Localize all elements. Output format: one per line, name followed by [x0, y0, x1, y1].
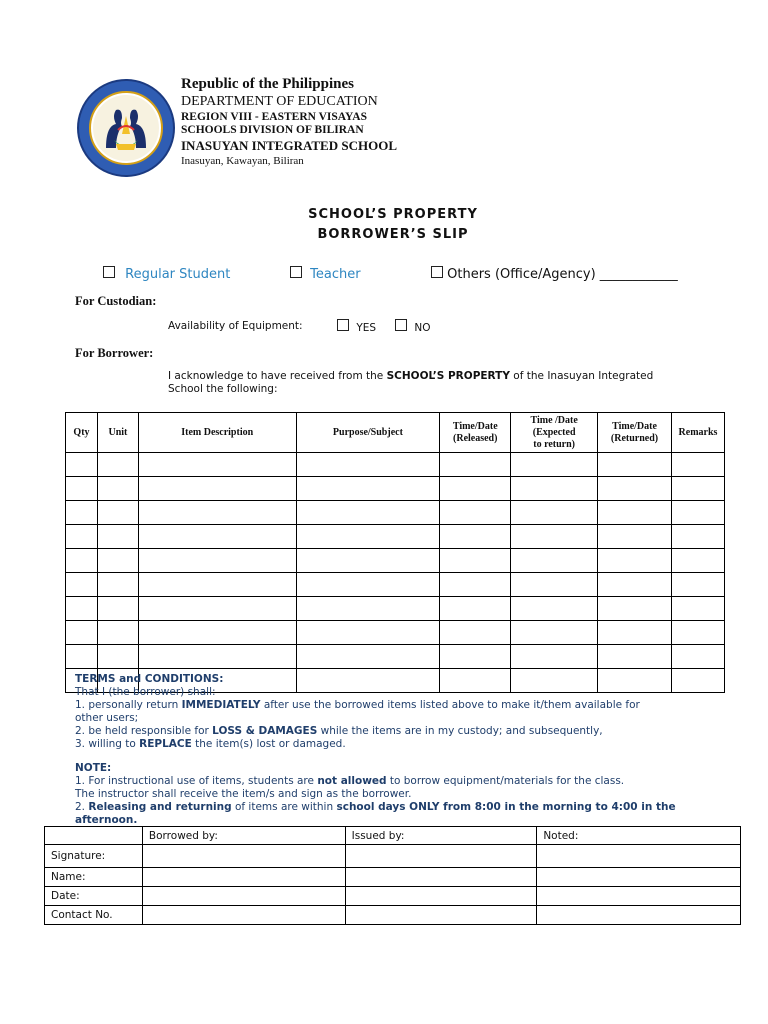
items-table [65, 412, 725, 693]
term-1-cont: other users; [75, 712, 139, 724]
borrowed-by-label: Borrowed by: [142, 827, 345, 845]
cell-released[interactable] [440, 453, 511, 477]
borrower-heading: For Borrower: [75, 346, 154, 360]
cell-returned[interactable] [598, 597, 672, 621]
teacher-label: Teacher [310, 267, 361, 282]
cell-description[interactable] [138, 501, 296, 525]
cell-purpose[interactable] [296, 501, 440, 525]
cell-remarks[interactable] [671, 645, 724, 669]
signature-row [45, 845, 741, 868]
issued-by-label: Issued by: [345, 827, 537, 845]
cell-purpose[interactable] [296, 525, 440, 549]
cell-expected[interactable] [511, 597, 598, 621]
yes-checkbox[interactable] [337, 319, 349, 331]
noted-signature-field[interactable] [537, 845, 741, 868]
cell-description[interactable] [138, 525, 296, 549]
availability-label: Availability of Equipment: [168, 320, 303, 332]
option-regular-student[interactable] [103, 266, 230, 282]
borrower-date-field[interactable] [142, 887, 345, 906]
term-2: 2. be held responsible for LOSS & DAMAGES while the items are in my custody; and subsequently, [75, 725, 603, 737]
noted-contact-field[interactable] [537, 906, 741, 925]
cell-qty[interactable] [66, 501, 98, 525]
cell-expected[interactable] [511, 453, 598, 477]
issuer-date-field[interactable] [345, 887, 537, 906]
cell-qty[interactable] [66, 621, 98, 645]
cell-qty[interactable] [66, 597, 98, 621]
noted-name-field[interactable] [537, 868, 741, 887]
cell-expected[interactable] [511, 477, 598, 501]
regular-student-checkbox[interactable] [103, 266, 115, 278]
cell-remarks[interactable] [671, 549, 724, 573]
name-row [45, 868, 741, 887]
terms-intro: That I (the borrower) shall: [75, 686, 216, 698]
note-2-cont: afternoon. [75, 814, 138, 826]
note-1-cont: The instructor shall receive the item/s and sign as the borrower. [75, 788, 412, 800]
cell-unit[interactable] [97, 549, 138, 573]
col-qty: Qty [66, 413, 98, 453]
note-2: 2. Releasing and returning of items are within school days ONLY from 8:00 in the morning to 4:00 in the [75, 801, 676, 813]
issuer-signature-field[interactable] [345, 845, 537, 868]
col-released: Time/Date (Released) [440, 413, 511, 453]
table-row [66, 573, 725, 597]
cell-description[interactable] [138, 573, 296, 597]
cell-remarks[interactable] [671, 597, 724, 621]
cell-remarks[interactable] [671, 477, 724, 501]
cell-purpose[interactable] [296, 597, 440, 621]
signature-label: Signature: [45, 845, 143, 868]
cell-purpose[interactable] [296, 621, 440, 645]
cell-returned[interactable] [598, 573, 672, 597]
cell-qty[interactable] [66, 573, 98, 597]
col-returned: Time/Date (Returned) [598, 413, 672, 453]
cell-qty[interactable] [66, 453, 98, 477]
cell-released[interactable] [440, 597, 511, 621]
cell-purpose[interactable] [296, 477, 440, 501]
borrower-signature-field[interactable] [142, 845, 345, 868]
cell-qty[interactable] [66, 525, 98, 549]
yes-label: YES [356, 322, 377, 334]
cell-description[interactable] [138, 549, 296, 573]
option-others[interactable] [431, 266, 678, 282]
table-row [66, 501, 725, 525]
cell-description[interactable] [138, 477, 296, 501]
cell-purpose[interactable] [296, 645, 440, 669]
header-address: Inasuyan, Kawayan, Biliran [181, 155, 304, 167]
cell-description[interactable] [138, 453, 296, 477]
cell-returned[interactable] [598, 453, 672, 477]
cell-remarks[interactable] [671, 501, 724, 525]
cell-unit[interactable] [97, 573, 138, 597]
cell-expected[interactable] [511, 501, 598, 525]
table-row [66, 645, 725, 669]
cell-expected[interactable] [511, 621, 598, 645]
custodian-heading: For Custodian: [75, 294, 157, 308]
cell-unit[interactable] [97, 597, 138, 621]
issuer-contact-field[interactable] [345, 906, 537, 925]
cell-returned[interactable] [598, 477, 672, 501]
noted-label: Noted: [537, 827, 741, 845]
header-division: SCHOOLS DIVISION OF BILIRAN [181, 124, 364, 136]
availability-no[interactable] [395, 319, 430, 334]
cell-qty[interactable] [66, 645, 98, 669]
term-1: 1. personally return IMMEDIATELY after use the borrowed items listed above to make it/them available for [75, 699, 640, 711]
note-1: 1. For instructional use of items, students are not allowed to borrow equipment/materials for the class. [75, 775, 625, 787]
cell-released[interactable] [440, 525, 511, 549]
header-school: INASUYAN INTEGRATED SCHOOL [181, 138, 397, 153]
col-unit: Unit [97, 413, 138, 453]
table-row [66, 597, 725, 621]
cell-returned[interactable] [598, 525, 672, 549]
regular-student-label: Regular Student [125, 267, 231, 282]
cell-qty[interactable] [66, 477, 98, 501]
col-description: Item Description [138, 413, 296, 453]
cell-description[interactable] [138, 597, 296, 621]
header-region: REGION VIII - EASTERN VISAYAS [181, 111, 367, 123]
cell-released[interactable] [440, 573, 511, 597]
cell-remarks[interactable] [671, 525, 724, 549]
cell-returned[interactable] [598, 549, 672, 573]
issuer-name-field[interactable] [345, 868, 537, 887]
borrower-name-field[interactable] [142, 868, 345, 887]
cell-remarks[interactable] [671, 573, 724, 597]
cell-expected[interactable] [511, 645, 598, 669]
date-label: Date: [45, 887, 143, 906]
cell-released[interactable] [440, 549, 511, 573]
cell-remarks[interactable] [671, 621, 724, 645]
table-row [66, 621, 725, 645]
table-row [66, 525, 725, 549]
option-teacher[interactable] [290, 266, 361, 282]
cell-expected[interactable] [511, 525, 598, 549]
cell-purpose[interactable] [296, 453, 440, 477]
teacher-checkbox[interactable] [290, 266, 302, 278]
form-title-line1: SCHOOL’S PROPERTY [308, 207, 478, 222]
cell-unit[interactable] [97, 621, 138, 645]
acknowledgement-line2: School the following: [168, 383, 278, 395]
note-section [75, 762, 676, 827]
signature-header-row [45, 827, 741, 845]
cell-released[interactable] [440, 477, 511, 501]
header-republic: Republic of the Philippines [181, 76, 354, 92]
cell-remarks[interactable] [671, 669, 724, 693]
cell-released[interactable] [440, 645, 511, 669]
cell-expected[interactable] [511, 549, 598, 573]
date-row [45, 887, 741, 906]
borrower-contact-field[interactable] [142, 906, 345, 925]
cell-purpose[interactable] [296, 549, 440, 573]
no-checkbox[interactable] [395, 319, 407, 331]
cell-purpose[interactable] [296, 573, 440, 597]
col-remarks: Remarks [671, 413, 724, 453]
no-label: NO [414, 322, 431, 334]
note-heading: NOTE: [75, 762, 112, 774]
cell-returned[interactable] [598, 621, 672, 645]
cell-expected[interactable] [511, 573, 598, 597]
cell-returned[interactable] [598, 645, 672, 669]
others-checkbox[interactable] [431, 266, 443, 278]
items-header-row [66, 413, 725, 453]
contact-label: Contact No. [45, 906, 143, 925]
cell-unit[interactable] [97, 501, 138, 525]
table-row [66, 477, 725, 501]
noted-date-field[interactable] [537, 887, 741, 906]
table-row [66, 549, 725, 573]
col-expected: Time /Date (Expected to return) [511, 413, 598, 453]
cell-unit[interactable] [97, 477, 138, 501]
col-purpose: Purpose/Subject [296, 413, 440, 453]
table-row [66, 453, 725, 477]
header-department: DEPARTMENT OF EDUCATION [181, 94, 378, 109]
school-seal [76, 78, 176, 178]
cell-qty[interactable] [66, 549, 98, 573]
cell-unit[interactable] [97, 453, 138, 477]
cell-unit[interactable] [97, 525, 138, 549]
cell-unit[interactable] [97, 645, 138, 669]
others-label: Others (Office/Agency) ____________ [447, 267, 678, 282]
cell-description[interactable] [138, 645, 296, 669]
cell-description[interactable] [138, 621, 296, 645]
cell-released[interactable] [440, 621, 511, 645]
acknowledgement-line1: I acknowledge to have received from the SCHOOL’S PROPERTY of the Inasuyan Integrated [168, 370, 654, 382]
contact-row [45, 906, 741, 925]
term-3: 3. willing to REPLACE the item(s) lost or damaged. [75, 738, 346, 750]
availability-yes[interactable] [337, 319, 376, 334]
signature-table [44, 826, 741, 925]
cell-returned[interactable] [598, 501, 672, 525]
cell-released[interactable] [440, 501, 511, 525]
cell-remarks[interactable] [671, 453, 724, 477]
terms-heading: TERMS and CONDITIONS: [75, 673, 224, 685]
name-label: Name: [45, 868, 143, 887]
terms-section [75, 673, 640, 751]
form-title-line2: BORROWER’S SLIP [317, 227, 469, 242]
